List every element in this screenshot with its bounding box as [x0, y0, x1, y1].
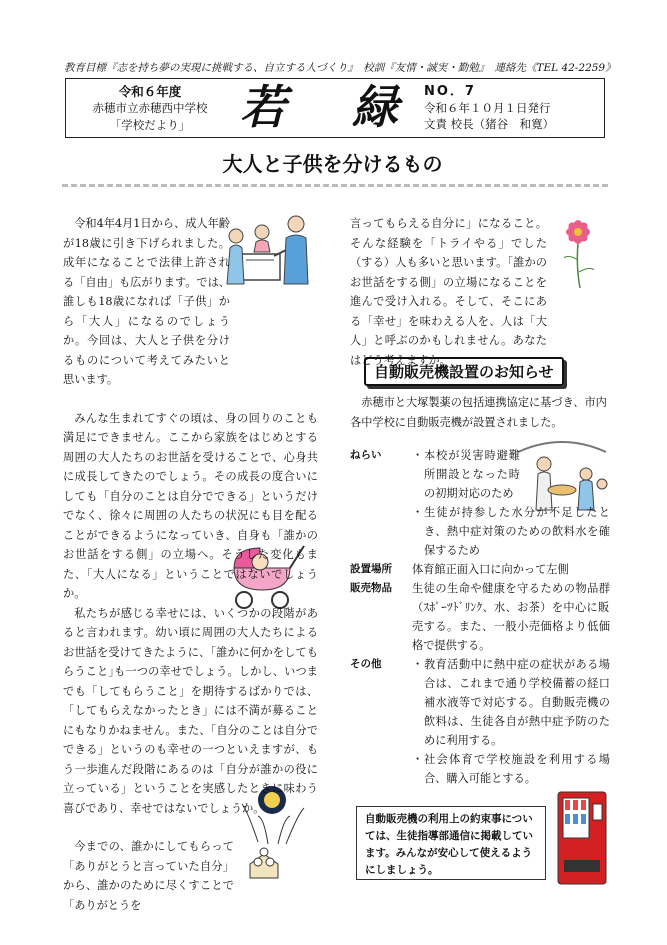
article-left-column	[63, 214, 318, 915]
article-title: 大人と子供を分けるもの	[222, 152, 443, 176]
list-item	[412, 503, 610, 560]
aim-item: 生徒が持参した水分が不足したとき、熱中症対策のための飲料水を確保するため	[424, 506, 610, 557]
other-label: その他	[350, 658, 382, 670]
title-divider	[62, 184, 608, 187]
article-right-column	[350, 214, 605, 370]
bullet: ・	[412, 506, 424, 519]
vending-section-title: 自動販売機設置のお知らせ	[364, 357, 564, 386]
vending-intro: 赤穂市と大塚製薬の包括連携協定に基づき、市内各中学校に自動販売機が設置されました。	[350, 396, 607, 429]
masthead-left	[80, 83, 220, 134]
school-year: 令和６年度	[118, 84, 182, 99]
other-item: 社会体育で学校施設を利用する場合、購入可能とする。	[424, 753, 610, 785]
vending-info	[350, 446, 610, 788]
aim-label: ねらい	[350, 449, 382, 461]
list-item	[412, 655, 610, 750]
info-row-goods	[350, 579, 610, 655]
bullet: ・	[412, 658, 424, 671]
place-value: 体育館正面入口に向かって左側	[412, 563, 569, 576]
editor-credit: 文責 校長（猪谷 和寛）	[424, 117, 555, 131]
aim-item: 本校が災害時避難所開設となった時の初期対応のため	[424, 449, 520, 500]
masthead-right	[424, 84, 604, 132]
vending-rules-note: 自動販売機の利用上の約束事については、生徒指導部通信に掲載しています。みんなが安心して使えるようにしましょう。	[356, 806, 546, 880]
newsletter-kind: 「学校だより」	[109, 118, 191, 132]
bullet: ・	[412, 449, 424, 462]
article-paragraph: 言ってもらえる自分に」になること。そんな経験を「トライやる」でした（する）人も多いと思います。「誰かのお世話をする側」の立場になることを進んで受け入れる。そして、そこにある「幸せ」を味わえる人を、人は「大人」と呼ぶのかもしれません。あなたはどう考えますか。	[350, 217, 547, 367]
issue-number: NO．7	[424, 84, 476, 99]
newsletter-name: 若 緑	[240, 80, 408, 134]
school-name: 赤穂市立赤穂西中学校	[92, 101, 208, 115]
info-row-other	[350, 655, 610, 788]
info-row-place	[350, 560, 610, 579]
article-paragraph: みんな生まれてすぐの頃は、身の回りのことも満足にできません。ここから家族をはじめとする周囲の大人たちのお世話を受けることで、心身共に成長してきたのでしょう。その成長の度合いにしても「自分のことは自分でできる」というだけでなく、徐々に周囲の人たちの状況にも目を配ることができるようになっていき、自身も「誰かのお世話をする側」の立場へ。そうした変化もまた、「大人になる」ということではないでしょうか。	[63, 411, 318, 600]
list-item	[412, 446, 610, 503]
vending-machine-illustration	[556, 790, 608, 886]
place-label: 設置場所	[350, 563, 392, 575]
article-paragraph: 令和4年4月1日から、成人年齢が18歳に引き下げられました。成年になることで法律上許される「自由」も広がります。では、誰しも18歳になれば「子供」から「大人」になるのでしょうか。今回は、大人と子供を分けるものについて考えてみたいと思います。	[63, 217, 230, 386]
article-paragraph: 今までの、誰かにしてもらって「ありがとうと言っていた自分」から、誰かのために尽くすことで「ありがとうを	[63, 840, 234, 912]
other-item: 教育活動中に熱中症の症状がある場合は、これまで通り学校備蓄の経口補水液等で対応する。自動販売機の飲料は、生徒各自が熱中症予防のために利用する。	[424, 658, 610, 747]
other-items	[412, 655, 610, 788]
bullet: ・	[412, 753, 424, 766]
article-paragraph: 私たちが感じる幸せには、いくつかの段階があると言われます。幼い頃に周囲の大人たちによるお世話を受けてきたように、｢誰かに何かをしてもらうこと｣も一つの幸せでしょう。しかし、いつまでも「してもらうこと」を期待するばかりでは、「してもらえなかったとき」には不満が募ることにもなりかねません。また、「自分のことは自分でできる」というのも幸せの一つといえますが、もう一歩進んだ段階にあるのは「自分が誰かの役に立っている」ということを実感したときに味わう喜びであり、幸せではないでしょうか。	[63, 606, 318, 815]
list-item	[412, 750, 610, 788]
school-motto: 教育目標『志を持ち夢の実現に挑戦する、自立する人づくり』 校訓『友情・誠実・勤勉』 連絡先《TEL 42-2259》	[64, 62, 616, 74]
aim-items	[412, 446, 610, 560]
info-row-aim	[350, 446, 610, 560]
issue-date: 令和６年１０月１日発行	[424, 101, 551, 115]
goods-label: 販売物品	[350, 582, 392, 594]
goods-value: 生徒の生命や健康を守るための物品群（ｽﾎﾟｰﾂﾄﾞﾘﾝｸ、水、お茶）を中心に販売する。また、一般小売価格より低価格で提供する。	[412, 582, 610, 652]
